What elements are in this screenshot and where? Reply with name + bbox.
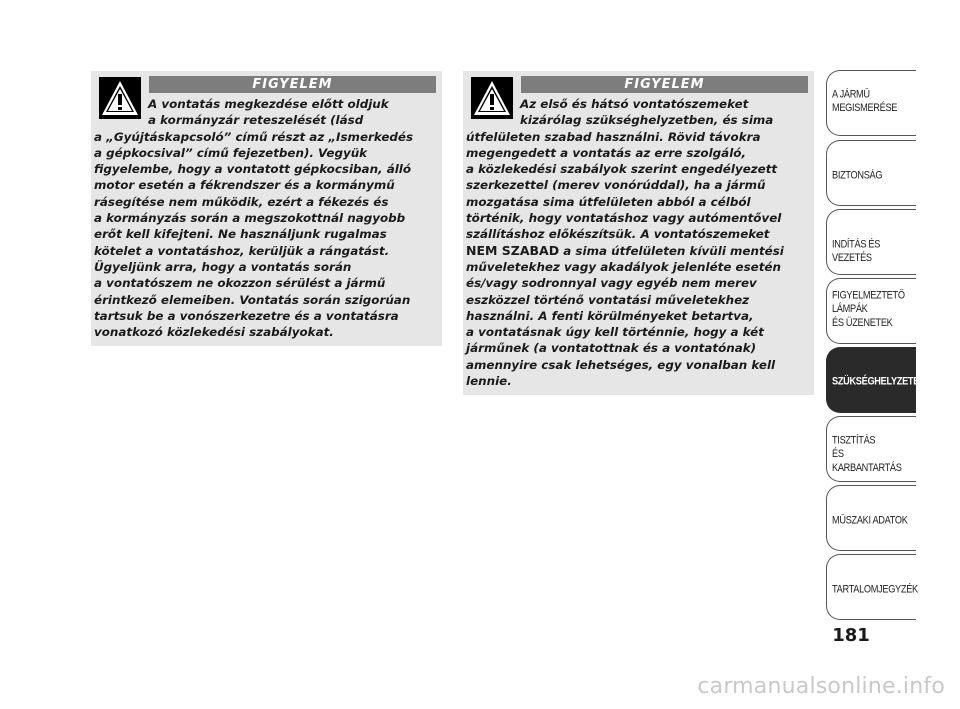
tab-biztonsag[interactable] [826, 140, 916, 206]
text-line: rásegítése nem működik, ezért a fékezés és [94, 194, 389, 209]
text-line [466, 243, 806, 259]
text-line: erőt kell kifejteni. Ne használjunk rugalmas [94, 227, 387, 242]
page-number: 181 [832, 625, 870, 646]
tab-figyelmezteto-lampak[interactable] [826, 278, 916, 344]
text-line: amennyire csak lehetséges, egy vonalban kell [466, 357, 776, 372]
text-line: eszközzel történő vontatási műveletekhez [466, 292, 750, 307]
tab-a-jarmu-megismerese[interactable] [826, 70, 916, 136]
caps-phrase: NEM SZABAD [466, 242, 560, 258]
warning-box-right [463, 71, 814, 395]
text-line: kizárólag szükséghelyzetben, és sima [520, 113, 774, 128]
warning-header: FIGYELEM [521, 76, 808, 93]
text-line: használni. A fenti körülményeket betartva, [466, 308, 754, 323]
text-line: a kormányzár reteszelését (lásd [148, 113, 364, 128]
text-line: a közlekedési szabályok szerint engedélyezett [466, 162, 778, 177]
text-line: történik, hogy vontatáshoz vagy autómentővel [466, 211, 782, 226]
text-line: Az első és hátsó vontatószemeket [520, 97, 749, 111]
tab-label: BIZTONSÁG [832, 169, 883, 181]
text-line: szerkezettel (merev vonórúddal), ha a jármű [466, 178, 766, 193]
text-line: a „Gyújtáskapcsoló” című részt az „Ismerkedés [94, 129, 414, 144]
tab-inditas-es-vezetes[interactable] [826, 209, 916, 275]
tab-label: TISZTÍTÁS ÉS KARBANTARTÁS [832, 434, 902, 474]
text-line: figyelembe, hogy a vontatott gépkocsiban, álló [94, 162, 412, 177]
tab-label: A JÁRMŰ MEGISMERÉSE [832, 88, 898, 114]
text-line: a vontatásnak úgy kell történnie, hogy a két [466, 325, 764, 340]
text-line: a gépkocsival” című fejezetben). Vegyük [94, 145, 368, 160]
tab-szukseghelyzetben[interactable] [826, 347, 932, 413]
text-line: tartsuk be a vonószerkezetre és a vontatásra [94, 308, 399, 323]
warning-text [466, 96, 806, 389]
text-line: A vontatás megkezdése előtt oldjuk [148, 97, 389, 111]
tab-label: SZÜKSÉGHELYZETBEN [832, 375, 932, 387]
warning-text [94, 96, 434, 340]
text-line: lennie. [466, 374, 512, 389]
text-line: műveletekhez vagy akadályok jelenléte esetén [466, 259, 781, 274]
text-line: megengedett a vontatás az erre szolgáló, [466, 145, 746, 160]
text-line: járműnek (a vontatottnak és a vontatónak) [466, 341, 757, 356]
tab-muszaki-adatok[interactable] [826, 485, 916, 551]
text-line: vonatkozó közlekedési szabályokat. [94, 325, 334, 340]
tab-label: TARTALOMJEGYZÉK [832, 583, 918, 595]
tab-label: INDÍTÁS ÉS VEZETÉS [832, 238, 881, 264]
tab-tisztitas-es-karbantartas[interactable] [826, 416, 916, 482]
text-line: szállításhoz előkészítsük. A vontatószemeket [466, 227, 770, 242]
text-line: a vontatószem ne okozzon sérülést a jármű [94, 276, 386, 291]
text-line: motor esetén a fékrendszer és a kormánymű [94, 178, 395, 193]
text-line: és/vagy sodronnyal vagy egyéb nem merev [466, 276, 757, 291]
text-line: útfelületen szabad használni. Rövid távokra [466, 129, 761, 144]
text-line: mozgatása sima útfelületen abból a célból [466, 194, 751, 209]
warning-box-left [91, 71, 442, 346]
watermark: carmanualsonline.info [697, 674, 945, 699]
text-line: kötelet a vontatáshoz, kerüljük a rángatást. [94, 243, 390, 258]
tab-label: FIGYELMEZTETŐ LÁMPÁK ÉS ÜZENETEK [832, 289, 905, 329]
warning-header: FIGYELEM [149, 76, 436, 93]
text-line: a kormányzás során a megszokottnál nagyobb [94, 211, 406, 226]
tab-tartalomjegyzek[interactable] [826, 554, 916, 620]
text-line: Ügyeljünk arra, hogy a vontatás során [94, 259, 352, 274]
text-fragment: a sima útfelületen kívüli mentési [563, 243, 784, 258]
text-line: érintkező elemeiben. Vontatás során szigorúan [94, 292, 411, 307]
tab-label: MŰSZAKI ADATOK [832, 514, 908, 526]
